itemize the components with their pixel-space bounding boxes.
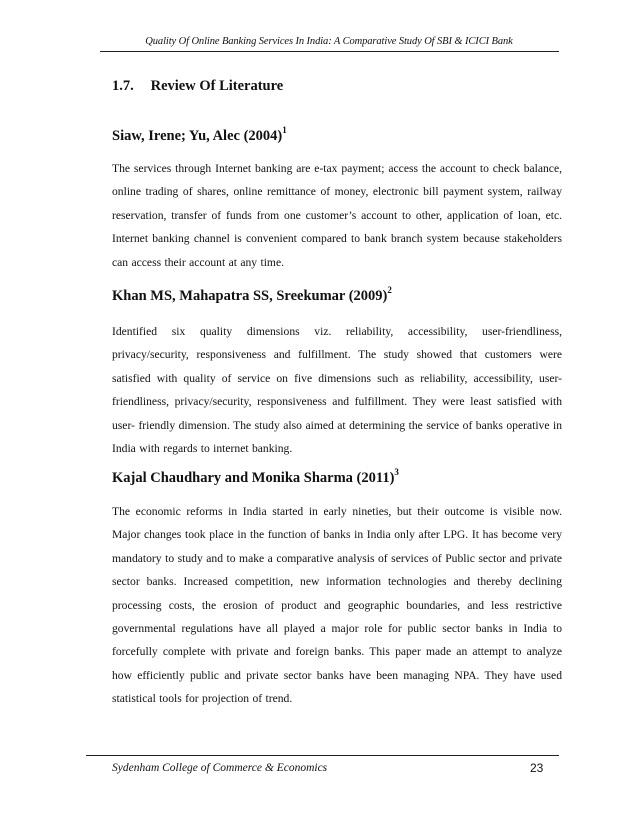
- footnote-marker: 2: [387, 285, 392, 295]
- reference-paragraph-1: The services through Internet banking are e-tax payment; access the account to check balance, online trading of shares, online remittance of money, electronic bill payment system, railway reservation, transfer of funds from one customer’s account to other, application of loan, etc. Internet banking channel is convenient compared to bank branch system because stakeholders can access their account at any time.: [112, 162, 562, 269]
- reference-heading-2: [112, 286, 392, 305]
- footer-institution: Sydenham College of Commerce & Economics: [112, 762, 328, 774]
- page-number: 23: [530, 761, 544, 775]
- reference-paragraph-3: The economic reforms in India started in early nineties, but their outcome is visible now. Major changes took place in the function of banks in India only after LPG. It has become very mandatory to study and to make a comparative analysis of services of Public sector and private sector banks. Increased competition, new information technologies and thereby declining processing costs, the erosion of product and geographic boundaries, and less restrictive governmental regulations have all played a major role for public sector banks in India to forcefully complete with private and foreign banks. This paper made an attempt to analyze how efficiently public and private sector banks have been managing NPA. They have used statistical tools for projection of trend.: [112, 505, 562, 706]
- header-rule: [100, 51, 559, 52]
- section-title-text: Review Of Literature: [150, 78, 284, 94]
- section-title: [112, 78, 283, 95]
- footnote-marker: 1: [282, 125, 287, 135]
- reference-heading-text: Kajal Chaudhary and Monika Sharma (2011): [112, 469, 395, 486]
- footer-rule: [86, 755, 559, 756]
- running-header: Quality Of Online Banking Services In India: A Comparative Study Of SBI & ICICI Bank: [145, 36, 513, 47]
- reference-heading-text: Khan MS, Mahapatra SS, Sreekumar (2009): [112, 287, 388, 304]
- reference-heading-text: Siaw, Irene; Yu, Alec (2004): [112, 127, 283, 144]
- reference-heading-3: [112, 468, 399, 487]
- footnote-marker: 3: [394, 467, 399, 477]
- reference-paragraph-2: Identified six quality dimensions viz. reliability, accessibility, user-friendliness, privacy/security, responsiveness and fulfillment. The study showed that customers were satisfied with quality of service on five dimensions such as reliability, accessibility, user-friendliness, privacy/security, responsiveness and fulfillment. They were least satisfied with user- friendly dimension. The study also aimed at determining the service of banks operative in India with regards to internet banking.: [112, 325, 562, 456]
- section-number: 1.7.: [112, 78, 134, 94]
- reference-heading-1: [112, 126, 287, 145]
